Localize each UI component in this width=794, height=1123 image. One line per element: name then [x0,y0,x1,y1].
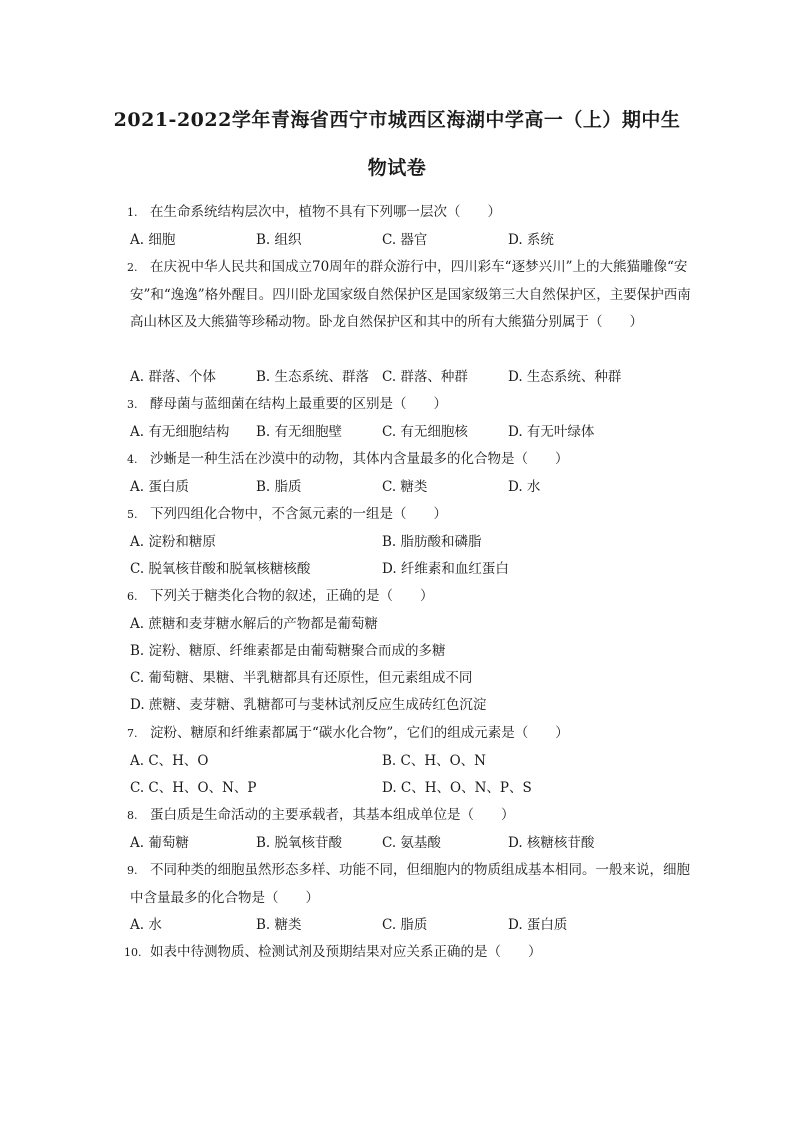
option-b: B. 生态系统、群落 [256,369,370,385]
option-d: D. 有无叶绿体 [508,424,595,440]
option-a: A. 蛋白质 [130,479,189,495]
question-text: 如表中待测物质、检测试剂及预期结果对应关系正确的是（ ） [150,944,542,960]
option-b: B. 脂肪酸和磷脂 [382,534,482,550]
question-6-option-c-row [130,665,696,692]
question-7-options-row-1 [130,748,696,775]
option-c: C. 有无细胞核 [382,424,468,440]
question-5 [127,501,696,529]
option-a: A. 蔗糖和麦芽糖水解后的产物都是葡萄糖 [130,616,378,632]
question-text: 蛋白质是生命活动的主要承载者，其基本组成单位是（ ） [150,807,515,823]
title-line-2: 物试卷 [367,157,427,179]
option-a: A. 有无细胞结构 [130,424,230,440]
question-10 [124,939,696,967]
option-d: D. 水 [508,479,541,495]
question-text: 在生命系统结构层次中，植物不具有下列哪一层次（ ） [150,204,501,220]
option-a: A. 淀粉和糖原 [130,534,216,550]
question-text: 酵母菌与蓝细菌在结构上最重要的区别是（ ） [150,396,447,412]
option-c: C. 脂质 [382,917,428,933]
question-6-option-d-row [130,692,696,719]
option-a: A. 葡萄糖 [130,835,189,851]
question-4-options [130,474,696,501]
question-4 [127,446,696,474]
question-number: 10. [124,946,142,959]
option-a: A. 群落、个体 [130,369,216,385]
question-number: 3. [127,398,138,411]
question-6-option-a-row [130,611,696,638]
option-d: D. 蔗糖、麦芽糖、乳糖都可与斐林试剂反应生成砖红色沉淀 [130,697,487,713]
question-9 [127,857,696,912]
question-text: 淀粉、糖原和纤维素都属于“碳水化合物”，它们的组成元素是（ ） [150,725,569,741]
option-b: B. 有无细胞壁 [256,424,343,440]
option-c: C. C、H、O、N、P [130,780,257,796]
question-text: 在庆祝中华人民共和国成立70周年的群众游行中，四川彩车“逐梦兴川”上的大熊猫雕像“安安”和“逸逸”格外醒目。四川卧龙国家级自然保护区是国家级第三大自然保护区，主要保护西南高山林区及大熊猫等珍稀动物。卧龙自然保护区和其中的所有大熊猫分别属于（ ） [130,259,691,330]
question-number: 2. [127,261,138,274]
option-c: C. 氨基酸 [382,835,441,851]
question-number: 6. [127,590,138,603]
question-6 [127,583,696,611]
question-number: 7. [127,727,138,740]
option-a: A. 细胞 [130,232,176,248]
option-d: D. C、H、O、N、P、S [382,780,532,796]
question-text: 沙蜥是一种生活在沙漠中的动物，其体内含量最多的化合物是（ ） [150,451,569,467]
question-9-options [130,912,696,939]
option-d: D. 蛋白质 [508,917,568,933]
question-number: 4. [127,453,138,466]
question-1 [127,199,696,227]
question-2 [127,254,696,337]
question-3-options [130,419,696,446]
option-b: B. 脱氧核苷酸 [256,835,343,851]
question-8-options [130,830,696,857]
option-c: C. 糖类 [382,479,428,495]
option-b: B. 糖类 [256,917,302,933]
option-b: B. C、H、O、N [382,753,486,769]
option-c: C. 器官 [382,232,428,248]
option-c: C. 群落、种群 [382,369,468,385]
title-line-1: 2021-2022学年青海省西宁市城西区海湖中学高一（上）期中生 [113,109,681,131]
question-3 [127,391,696,419]
option-a: A. 水 [130,917,162,933]
question-number: 9. [127,864,138,877]
question-2-options [130,364,696,391]
option-b: B. 淀粉、糖原、纤维素都是由葡萄糖聚合而成的多糖 [130,643,446,659]
question-1-options [130,227,696,254]
option-d: D. 生态系统、种群 [508,369,622,385]
option-d: D. 纤维素和血红蛋白 [382,561,509,577]
option-c: C. 脱氧核苷酸和脱氧核糖核酸 [130,561,311,577]
option-d: D. 系统 [508,232,554,248]
question-8 [127,802,696,830]
question-6-option-b-row [130,638,696,665]
option-b: B. 脂质 [256,479,302,495]
option-a: A. C、H、O [130,753,209,769]
option-d: D. 核糖核苷酸 [508,835,595,851]
document-title [95,96,699,192]
question-number: 8. [127,809,138,822]
question-text: 不同种类的细胞虽然形态多样、功能不同，但细胞内的物质组成基本相同。一般来说，细胞中含量最多的化合物是（ ） [130,862,690,906]
question-7-options-row-2 [130,775,696,802]
question-text: 下列四组化合物中，不含氮元素的一组是（ ） [150,506,447,522]
option-b: B. 组织 [256,232,302,248]
question-number: 5. [127,508,138,521]
question-5-options-row-2 [130,556,696,583]
question-number: 1. [127,206,138,219]
question-7 [127,720,696,748]
question-5-options-row-1 [130,529,696,556]
option-c: C. 葡萄糖、果糖、半乳糖都具有还原性，但元素组成不同 [130,670,473,686]
question-text: 下列关于糖类化合物的叙述，正确的是（ ） [150,588,434,604]
